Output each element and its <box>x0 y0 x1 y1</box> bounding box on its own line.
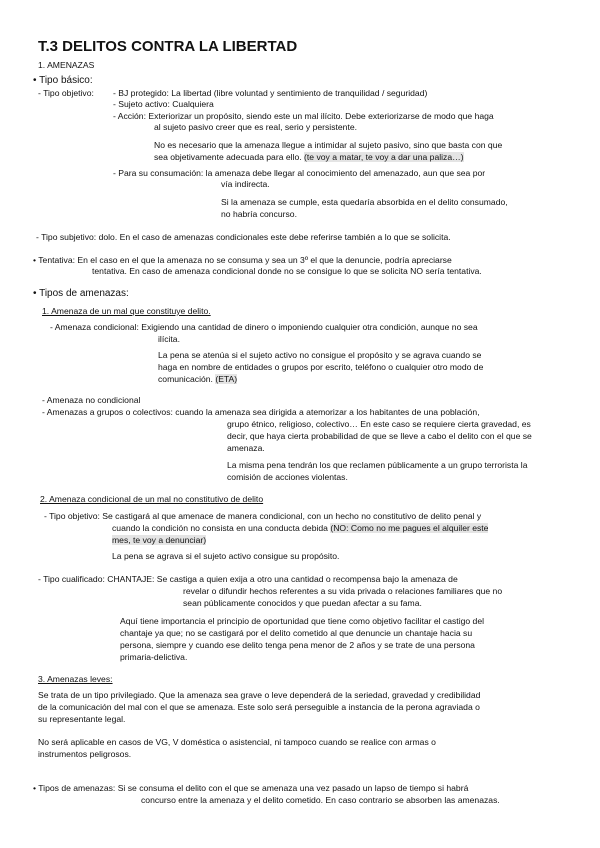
highlighted-example: (NO: Como no me pagues el alquiler este <box>330 523 489 533</box>
paragraph-line: ilícita. <box>158 334 180 344</box>
paragraph-line: de la comunicación del mal con el que se amenaza. Este solo será perseguible a instancia de la perona agraviada o <box>38 702 480 712</box>
paragraph-line: • Tipos de amenazas: Si se consuma el delito con el que se amenaza una vez pasado un lapso de tiempo si habrá <box>33 783 469 793</box>
paragraph-line: decir, que haya cierta probabilidad de que se lleve a cabo el delito con el que se <box>227 431 532 441</box>
text-run: sea objetivamente adecuada para ello. <box>154 152 302 162</box>
paragraph-line: - BJ protegido: La libertad (libre voluntad y sentimiento de tranquilidad / seguridad) <box>113 88 428 98</box>
paragraph-line: instrumentos peligrosos. <box>38 749 132 759</box>
paragraph-line: - Acción: Exteriorizar un propósito, siendo este un mal ilícito. Debe exteriorizarse de modo que haga <box>113 111 494 121</box>
paragraph-line: Aquí tiene importancia el principio de oportunidad que tiene como objetivo facilitar el castigo del <box>120 616 485 626</box>
paragraph-line: comisión de acciones violentas. <box>227 472 348 482</box>
paragraph-line: - Sujeto activo: Cualquiera <box>113 99 214 109</box>
paragraph-line: - Amenaza no condicional <box>42 395 141 405</box>
paragraph-line: persona, siempre y cuando ese delito tenga pena menor de 2 años y se trate de una persona <box>120 640 475 650</box>
paragraph-line: grupo étnico, religioso, colectivo… En este caso se requiere cierta gravedad, es <box>227 419 531 429</box>
paragraph-line <box>112 535 206 546</box>
tipo-subjetivo: - Tipo subjetivo: dolo. En el caso de amenazas condicionales este debe referirse también a lo que se solicita. <box>36 232 451 242</box>
highlighted-example: (te voy a matar, te voy a dar una paliza…) <box>304 152 464 162</box>
tipo-objetivo-label: - Tipo objetivo: <box>38 88 94 98</box>
paragraph-line: su representante legal. <box>38 714 126 724</box>
paragraph-line: La pena se agrava si el sujeto activo consigue su propósito. <box>112 551 340 561</box>
paragraph-line: Se trata de un tipo privilegiado. Que la amenaza sea grave o leve dependerá de la seriedad, gravedad y credibilidad <box>38 690 481 700</box>
paragraph-line: No es necesario que la amenaza llegue a intimidar al sujeto pasivo, sino que basta con que <box>154 140 503 150</box>
paragraph-line: La misma pena tendrán los que reclamen públicamente a un grupo terrorista la <box>227 460 528 470</box>
paragraph-line: Si la amenaza se cumple, esta quedaría absorbida en el delito consumado, <box>221 197 508 207</box>
paragraph-line: revelar o difundir hechos referentes a su vida privada o relaciones familiares que no <box>183 586 503 596</box>
tipos-heading: • Tipos de amenazas: <box>33 288 129 299</box>
paragraph-line: La pena se atenúa si el sujeto activo no consigue el propósito y se agrava cuando se <box>158 350 482 360</box>
paragraph-line: primaria-delictiva. <box>120 652 188 662</box>
subsection-heading: 1. Amenaza de un mal que constituye delito. <box>42 306 211 316</box>
paragraph-line: al sujeto pasivo creer que es real, serio y persistente. <box>154 122 358 132</box>
paragraph-line: - Amenaza condicional: Exigiendo una cantidad de dinero o imponiendo cualquier otra condición, aunque no sea <box>50 322 478 332</box>
highlighted-example: mes, te voy a denunciar) <box>112 535 207 545</box>
section-heading: 1. AMENAZAS <box>38 60 95 70</box>
paragraph-line: - Tipo objetivo: Se castigará al que amenace de manera condicional, con un hecho no constitutivo de delito penal y <box>44 511 482 521</box>
paragraph-line: - Amenazas a grupos o colectivos: cuando la amenaza sea dirigida a atemorizar a los habitantes de una población, <box>42 407 480 417</box>
paragraph-line <box>112 523 488 534</box>
paragraph-line: amenaza. <box>227 443 265 453</box>
tipo-basico-heading: • Tipo básico: <box>33 75 93 86</box>
highlighted-example: (ETA) <box>215 374 238 384</box>
paragraph-line: tentativa. En caso de amenaza condicional donde no se consigue lo que se solicita NO sería tentativa. <box>92 266 482 276</box>
text-run: comunicación. <box>158 374 213 384</box>
text-run: cuando la condición no consista en una conducta debida <box>112 523 328 533</box>
paragraph-line: no habría concurso. <box>221 209 297 219</box>
subsection-heading: 2. Amenaza condicional de un mal no constitutivo de delito <box>40 494 264 504</box>
paragraph-line: haga en nombre de entidades o grupos por escrito, teléfono o cualquier otro modo de <box>158 362 484 372</box>
page-title: T.3 DELITOS CONTRA LA LIBERTAD <box>38 38 298 55</box>
paragraph-line <box>158 374 237 385</box>
paragraph-line <box>154 152 464 163</box>
paragraph-line: - Para su consumación: la amenaza debe llegar al conocimiento del amenazado, aun que sea por <box>113 168 486 178</box>
paragraph-line: vía indirecta. <box>221 179 270 189</box>
paragraph-line: sean públicamente conocidos y que puedan afectar a su fama. <box>183 598 422 608</box>
paragraph-line: No será aplicable en casos de VG, V doméstica o asistencial, ni tampoco cuando se realice con armas o <box>38 737 436 747</box>
paragraph-line: chantaje ya que; no se castigará por el delito cometido al que denuncie un chantaje hacia su <box>120 628 473 638</box>
subsection-heading: 3. Amenazas leves: <box>38 674 113 684</box>
paragraph-line: concurso entre la amenaza y el delito cometido. En caso contrario se absorben las amenazas. <box>141 795 500 805</box>
paragraph-line: - Tipo cualificado: CHANTAJE: Se castiga a quien exija a otro una cantidad o recompensa bajo la amenaza de <box>38 574 458 584</box>
paragraph-line: • Tentativa: En el caso en el que la amenaza no se consuma y sea un 3º el que la denuncie, podría apreciarse <box>33 255 452 265</box>
